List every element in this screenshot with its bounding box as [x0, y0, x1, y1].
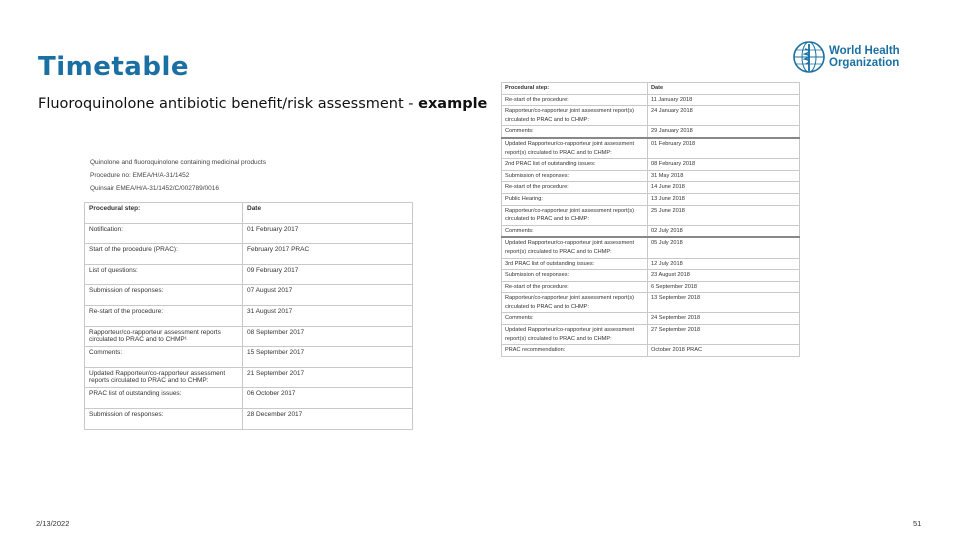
- date-cell: 05 July 2018: [648, 237, 800, 258]
- date-cell: 25 June 2018: [648, 205, 800, 225]
- header-cell: Date: [648, 83, 800, 95]
- date-cell: 09 February 2017: [243, 264, 413, 285]
- slide-title: Timetable: [38, 52, 190, 82]
- table-row: [502, 237, 800, 258]
- date-cell: 02 July 2018: [648, 225, 800, 237]
- date-cell: 27 September 2018: [648, 325, 800, 345]
- table-row: [502, 325, 800, 345]
- left-timetable-document: [84, 156, 414, 432]
- date-cell: 11 January 2018: [648, 94, 800, 106]
- table-row: [502, 182, 800, 194]
- step-cell: Comments:: [502, 225, 648, 237]
- step-cell: List of questions:: [85, 264, 243, 285]
- date-cell: 29 January 2018: [648, 126, 800, 138]
- date-cell: February 2017 PRAC: [243, 244, 413, 265]
- date-cell: 06 October 2017: [243, 388, 413, 409]
- step-cell: Rapporteur/co-rapporteur joint assessment report(s) circulated to PRAC and to CHMP:: [502, 106, 648, 126]
- date-cell: 13 June 2018: [648, 193, 800, 205]
- table-row: [85, 285, 413, 306]
- step-cell: Comments:: [502, 126, 648, 138]
- table-row: [85, 223, 413, 244]
- date-cell: 13 September 2018: [648, 293, 800, 313]
- table-row: [85, 408, 413, 429]
- step-cell: Submission of responses:: [502, 170, 648, 182]
- date-cell: 31 May 2018: [648, 170, 800, 182]
- who-logo-text: [829, 45, 900, 69]
- table-header-row: [502, 83, 800, 95]
- date-cell: 12 July 2018: [648, 258, 800, 270]
- table-row: [85, 388, 413, 409]
- table-row: [502, 313, 800, 325]
- step-cell: Start of the procedure (PRAC):: [85, 244, 243, 265]
- date-cell: 15 September 2017: [243, 347, 413, 368]
- step-cell: Rapporteur/co-rapporteur joint assessment report(s) circulated to PRAC and to CHMP:: [502, 293, 648, 313]
- table-row: [502, 193, 800, 205]
- step-cell: Re-start of the procedure:: [85, 305, 243, 326]
- date-cell: 24 January 2018: [648, 106, 800, 126]
- step-cell: Updated Rapporteur/co-rapporteur joint assessment report(s) circulated to PRAC and to CHMP:: [502, 138, 648, 159]
- step-cell: Public Hearing:: [502, 193, 648, 205]
- date-cell: 01 February 2017: [243, 223, 413, 244]
- table-row: [85, 264, 413, 285]
- footer-date: 2/13/2022: [36, 519, 70, 528]
- table-header-row: [85, 203, 413, 224]
- table-row: [502, 225, 800, 237]
- meta-line: Quinolone and fluoroquinolone containing medicinal products: [90, 159, 266, 166]
- meta-line: Quinsair EMEA/H/A-31/1452/C/002789/0016: [90, 185, 219, 192]
- step-cell: Re-start of the procedure:: [502, 281, 648, 293]
- step-cell: Comments:: [502, 313, 648, 325]
- date-cell: 23 August 2018: [648, 270, 800, 282]
- step-cell: Comments:: [85, 347, 243, 368]
- header-cell: Procedural step:: [502, 83, 648, 95]
- subtitle-text: Fluoroquinolone antibiotic benefit/risk assessment -: [38, 96, 419, 112]
- step-cell: 2nd PRAC list of outstanding issues:: [502, 159, 648, 171]
- step-cell: Updated Rapporteur/co-rapporteur joint assessment report(s) circulated to PRAC and to CHMP:: [502, 325, 648, 345]
- right-timetable-table: [501, 82, 800, 357]
- step-cell: Re-start of the procedure:: [502, 182, 648, 194]
- step-cell: Updated Rapporteur/co-rapporteur assessment reports circulated to PRAC and to CHMP:: [85, 367, 243, 388]
- table-row: [502, 258, 800, 270]
- table-row: [502, 126, 800, 138]
- table-row: [85, 326, 413, 347]
- table-row: [85, 347, 413, 368]
- logo-line-1: World Health: [829, 45, 900, 57]
- date-cell: 08 September 2017: [243, 326, 413, 347]
- date-cell: 6 September 2018: [648, 281, 800, 293]
- step-cell: PRAC list of outstanding issues:: [85, 388, 243, 409]
- step-cell: Updated Rapporteur/co-rapporteur joint assessment report(s) circulated to PRAC and to CHMP:: [502, 237, 648, 258]
- step-cell: Submission of responses:: [85, 408, 243, 429]
- header-cell: Date: [243, 203, 413, 224]
- document-meta: [90, 156, 414, 195]
- table-row: [85, 244, 413, 265]
- table-row: [502, 106, 800, 126]
- date-cell: October 2018 PRAC: [648, 345, 800, 357]
- logo-line-2: Organization: [829, 57, 900, 69]
- date-cell: 01 February 2018: [648, 138, 800, 159]
- table-row: [502, 345, 800, 357]
- table-row: [502, 270, 800, 282]
- date-cell: 28 December 2017: [243, 408, 413, 429]
- table-row: [502, 159, 800, 171]
- step-cell: Re-start of the procedure:: [502, 94, 648, 106]
- date-cell: 31 August 2017: [243, 305, 413, 326]
- table-row: [85, 367, 413, 388]
- table-row: [502, 138, 800, 159]
- left-timetable-table: [84, 202, 413, 430]
- table-row: [502, 205, 800, 225]
- slide-subtitle: [38, 96, 487, 112]
- table-row: [502, 281, 800, 293]
- page-number: 51: [913, 519, 922, 528]
- table-row: [502, 94, 800, 106]
- date-cell: 21 September 2017: [243, 367, 413, 388]
- step-cell: PRAC recommendation:: [502, 345, 648, 357]
- who-logo: [792, 40, 902, 74]
- step-cell: Rapporteur/co-rapporteur joint assessment report(s) circulated to PRAC and to CHMP:: [502, 205, 648, 225]
- meta-line: Procedure no: EMEA/H/A-31/1452: [90, 172, 190, 179]
- step-cell: Notification:: [85, 223, 243, 244]
- step-cell: Rapporteur/co-rapporteur assessment reports circulated to PRAC and to CHMP¹: [85, 326, 243, 347]
- subtitle-emphasis: example: [418, 96, 488, 112]
- right-timetable-document: [501, 82, 799, 450]
- step-cell: 3rd PRAC list of outstanding issues:: [502, 258, 648, 270]
- table-row: [502, 170, 800, 182]
- table-row: [502, 293, 800, 313]
- globe-emblem-icon: [792, 40, 826, 74]
- date-cell: 08 February 2018: [648, 159, 800, 171]
- header-cell: Procedural step:: [85, 203, 243, 224]
- date-cell: 24 September 2018: [648, 313, 800, 325]
- date-cell: 07 August 2017: [243, 285, 413, 306]
- step-cell: Submission of responses:: [502, 270, 648, 282]
- date-cell: 14 June 2018: [648, 182, 800, 194]
- table-row: [85, 305, 413, 326]
- step-cell: Submission of responses:: [85, 285, 243, 306]
